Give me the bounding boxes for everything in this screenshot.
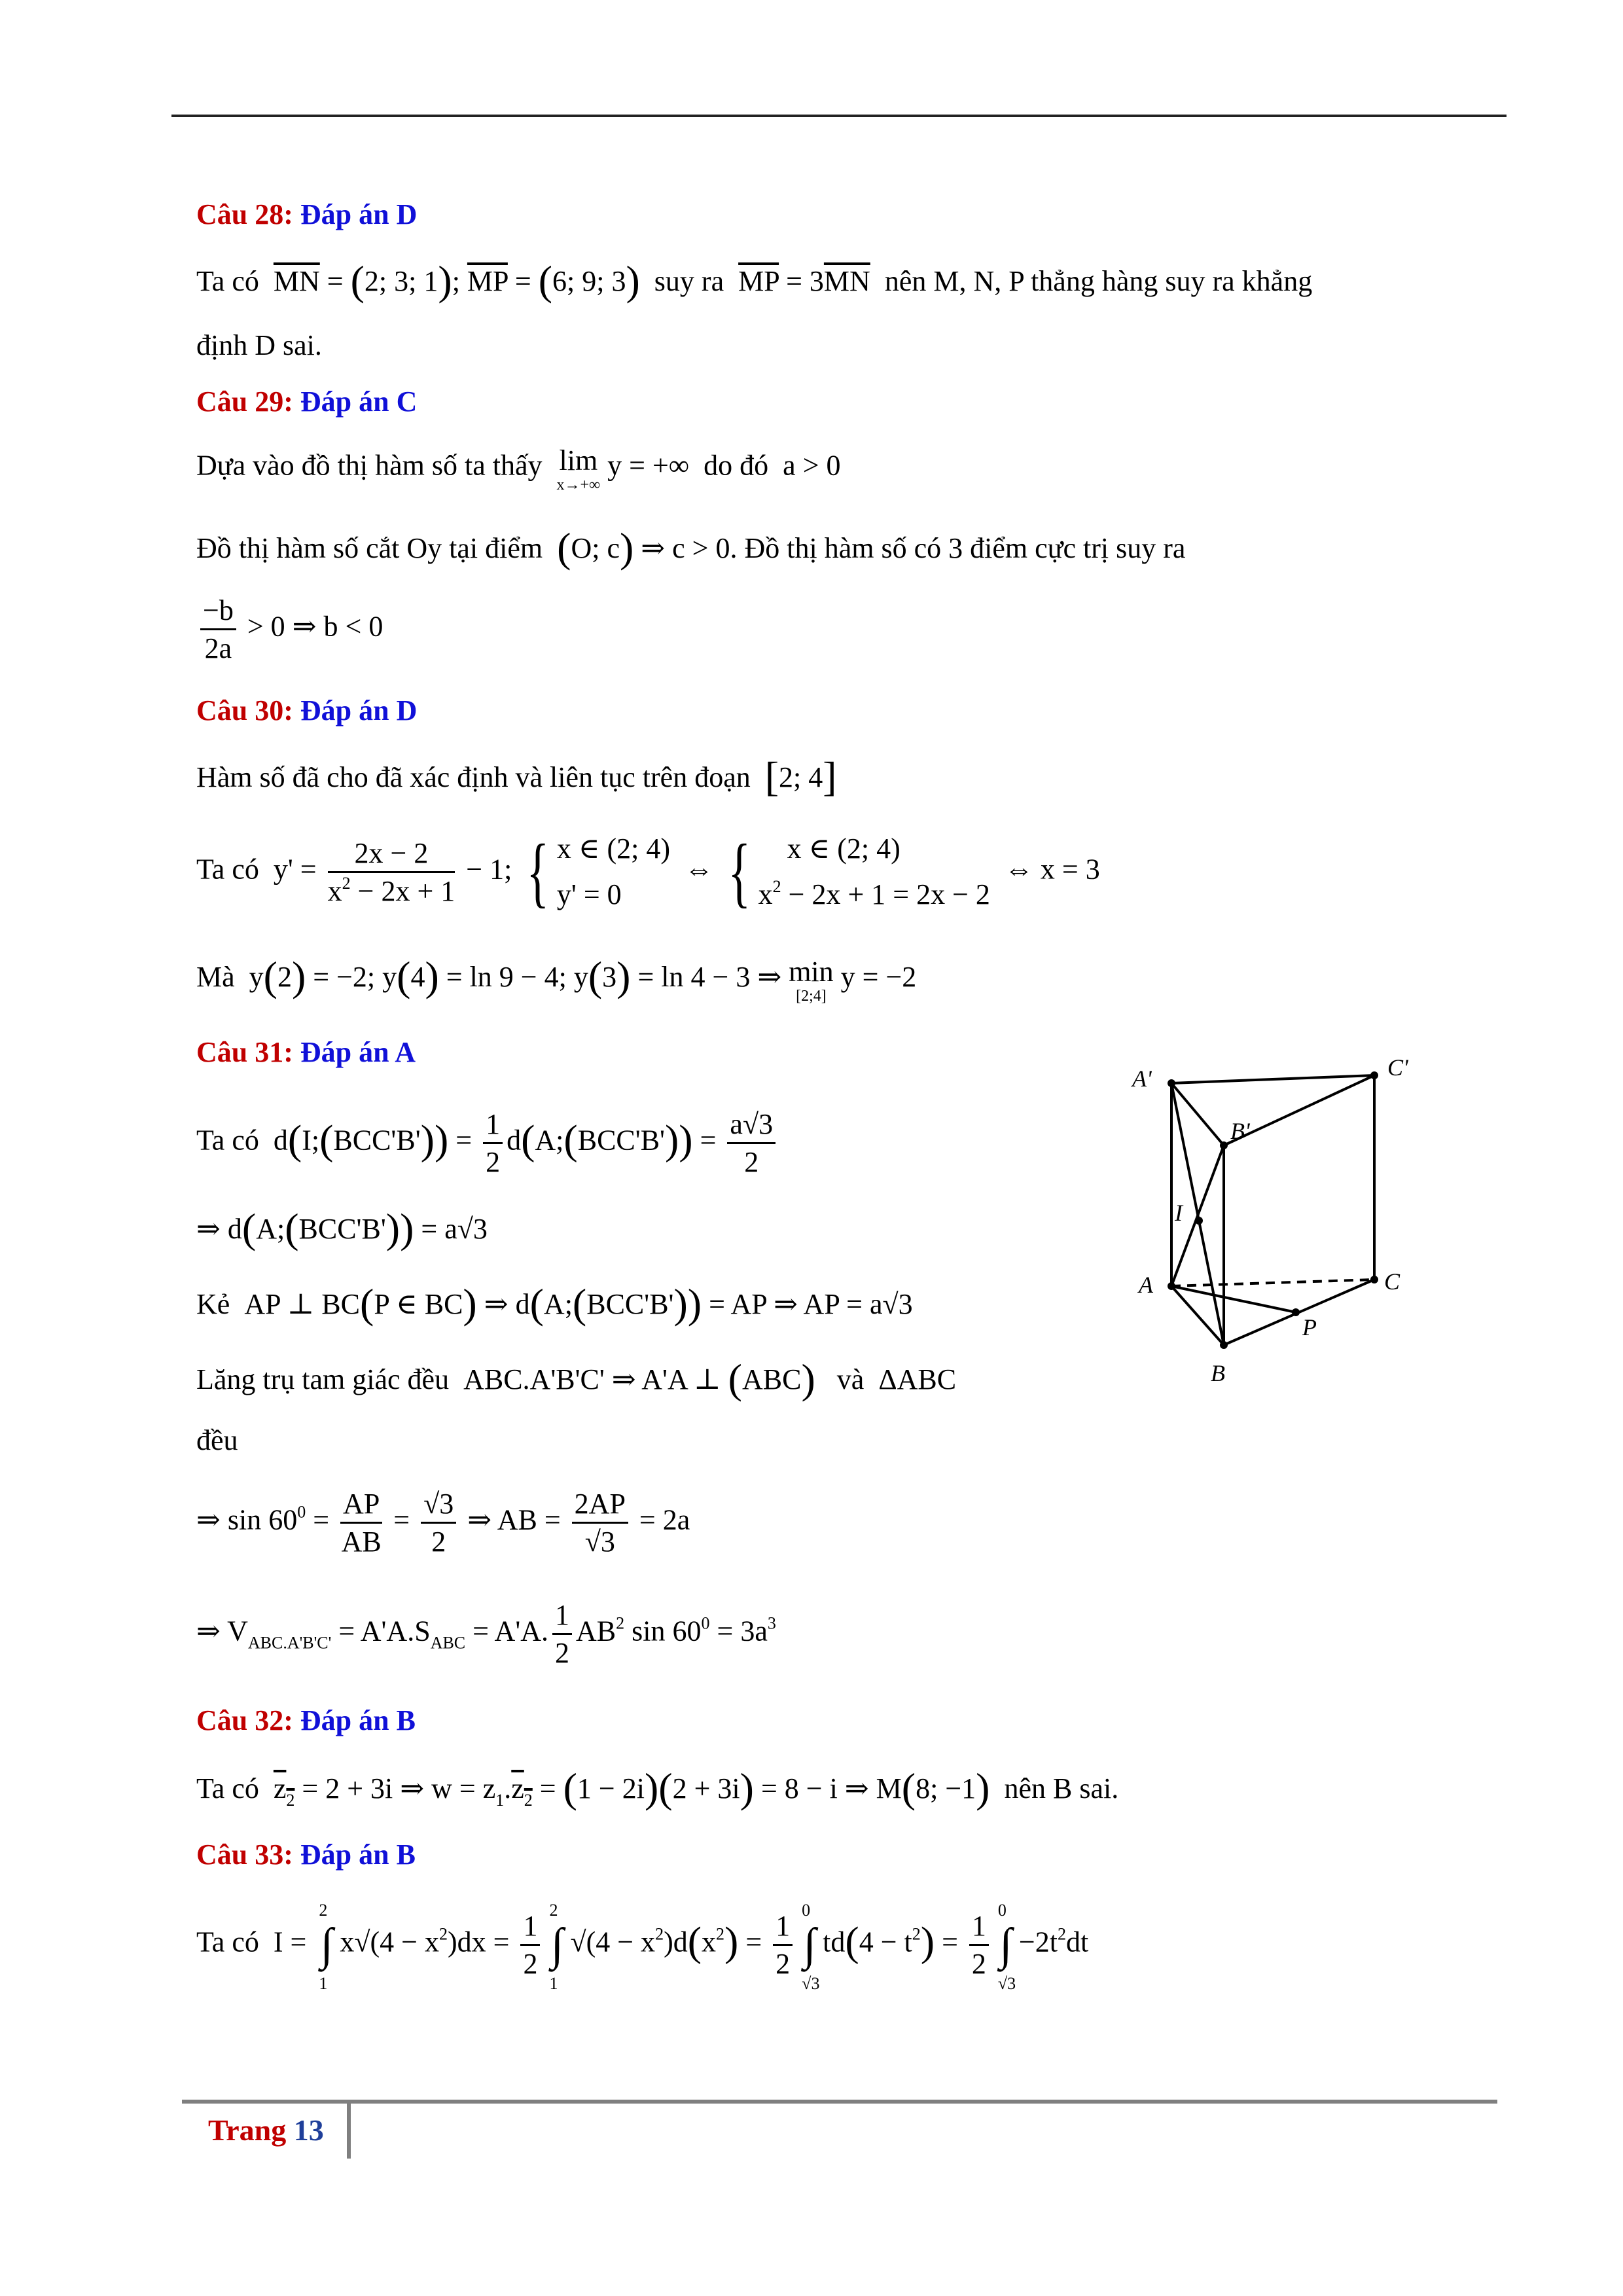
q30-line3: Mà y(2) = −2; y(4) = ln 9 − 4; y(3) = ln 4 − 3 ⇒ min [2;4] y = −2 — [196, 953, 917, 1005]
answer-label: Đáp án D — [300, 198, 418, 230]
question-32-heading: Câu 32: Đáp án B — [196, 1704, 416, 1736]
question-29-heading: Câu 29: Đáp án C — [196, 386, 418, 418]
label-a1: A' — [1132, 1066, 1152, 1092]
edge-a1c1 — [1171, 1075, 1374, 1083]
q29-line1: Dựa vào đồ thị hàm số ta thấy lim x→+∞ y = +∞ do đó a > 0 — [196, 444, 841, 493]
question-33-heading: Câu 33: Đáp án B — [196, 1839, 416, 1871]
question-31-heading: Câu 31: Đáp án A — [196, 1036, 416, 1068]
header-rule — [171, 115, 1507, 117]
q31-line3: Kẻ AP ⊥ BC(P ∈ BC) ⇒ d(A;(BCC'B')) = AP ⇒ AP = a√3 — [196, 1280, 913, 1327]
q31-line2: ⇒ d(A;(BCC'B')) = a√3 — [196, 1205, 488, 1251]
q30-line1: Hàm số đã cho đã xác định và liên tục trên đoạn [2; 4] — [196, 753, 837, 800]
q29-line2: Đồ thị hàm số cắt Oy tại điểm (O; c) ⇒ c > 0. Đồ thị hàm số có 3 điểm cực trị suy ra — [196, 524, 1186, 571]
q31-line7: ⇒ $V_{ABC.A'B'C'} = A'A.S_{ABC} = A'A$. $\frac{1}{2}$ $AB^2$ $\sin 60^0 = 3a^3$ — [196, 1597, 776, 1671]
question-label: Câu 28: — [196, 198, 293, 230]
q31-line1: Ta có d(I;(BCC'B')) = $\frac{1}{2}$ d(A;(BCC'B')) = $\frac{a√3}{2}$ — [196, 1106, 779, 1180]
footer-rule — [182, 2100, 1497, 2104]
label-a: A — [1139, 1272, 1153, 1298]
q33-line1: Ta có I = ∫ 2 1 $x√(4 - x^2)dx$ = $\frac{1}{2}$ ∫ 2 1 $√(4 - x^2)d(x^2)$ = $\frac{1}{2}$ ∫ 0 √3 $td(4 - t^2)$ = $\frac{1}{2}$ ∫ 0 √3 $-2t^2dt$ — [196, 1900, 1089, 1993]
q28-line1: Ta có $\overline{MN} = (2$; 3; 1); $\overline{MP} = (6$; 9; 3) suy ra $\overline{MP} = 3\overline{MN}$ nên M, N, P thẳng hàng suy ra khẳng — [196, 257, 1313, 304]
label-b: B — [1211, 1360, 1225, 1386]
label-c: C — [1384, 1268, 1400, 1295]
page-number: Trang 13 — [208, 2113, 324, 2147]
edge-ac-hidden — [1171, 1280, 1374, 1286]
question-30-heading: Câu 30: Đáp án D — [196, 694, 418, 726]
label-i: I — [1175, 1200, 1183, 1226]
q31-line6: ⇒ $\sin 60^0$ = $\frac{AP}{AB}$ = $\frac{√3}{2}$ ⇒ AB = $\frac{2AP}{√3}$ = 2a — [196, 1486, 690, 1560]
question-28-heading — [196, 198, 417, 231]
footer-divider — [347, 2100, 351, 2159]
label-p: P — [1302, 1314, 1317, 1340]
label-b1: B' — [1230, 1118, 1250, 1144]
prism-figure — [1126, 1044, 1440, 1410]
q31-line5: đều — [196, 1424, 238, 1456]
q31-line4: Lăng trụ tam giác đều ABC.A'B'C' ⇒ A'A ⊥ (ABC) và ΔABC — [196, 1355, 957, 1402]
q28-line2: định D sai. — [196, 329, 322, 361]
edge-a1b1 — [1171, 1083, 1224, 1145]
label-c1: C' — [1387, 1054, 1408, 1081]
q32-line1: Ta có $z_2 = 2 + 3i$ ⇒ $w = z_1.z_2 = (1 - 2i)(2 + 3i) = 8 - i$ ⇒ M(8; −1) nên B sai. — [196, 1765, 1119, 1811]
q29-line3: $\frac{-b}{2a}$ > 0 ⇒ b < 0 — [196, 592, 383, 666]
q30-line2: Ta có y' = $\frac{2x - 2}{x^2 - 2x + 1}$ − 1; { x ∈ (2; 4) y' = 0 ⇔ { x ∈ (2; 4) $x^2 - 2x + 1 = 2x - 2$ ⇔ x = 3 — [196, 828, 1100, 916]
